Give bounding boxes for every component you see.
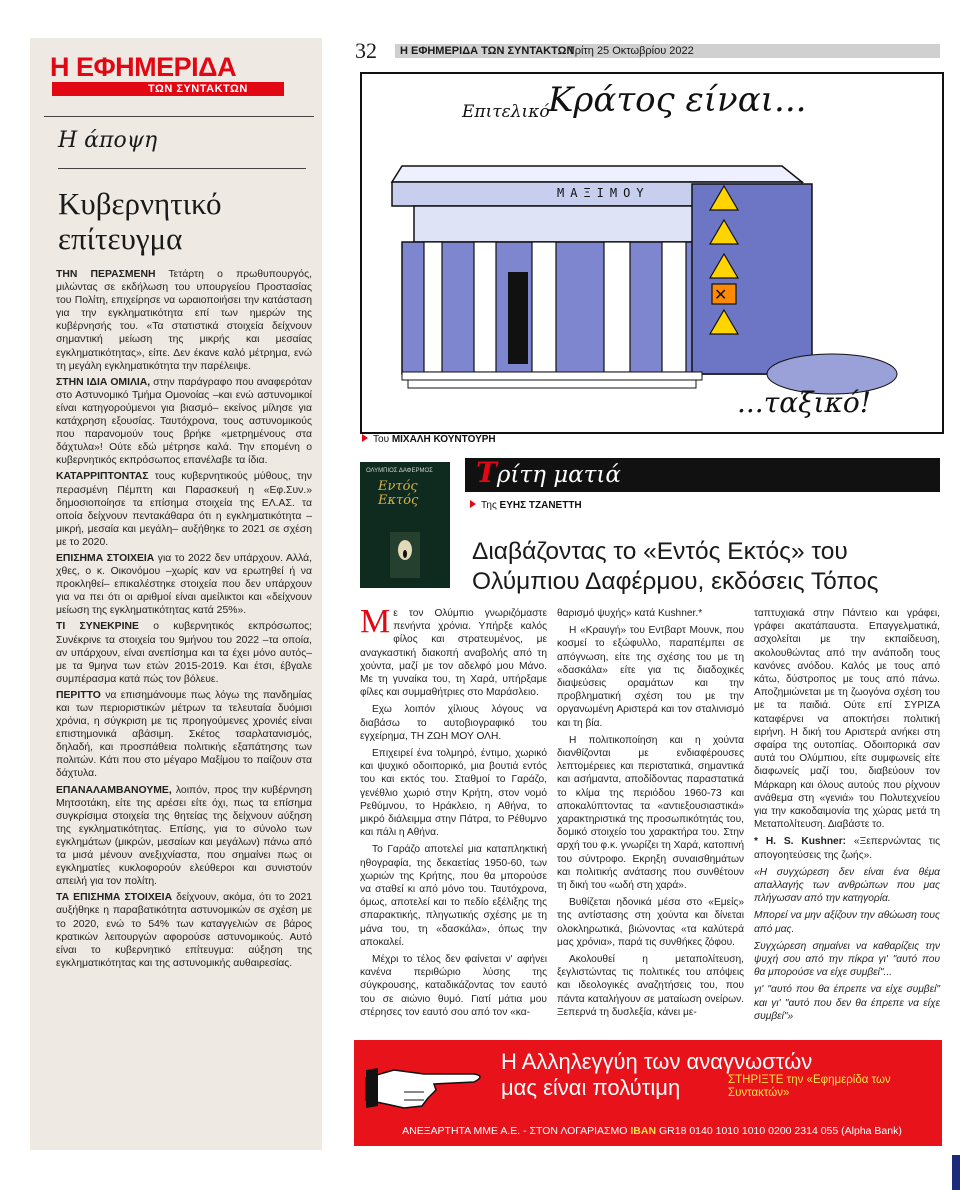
paragraph-lead: ΕΠΙΣΗΜΑ ΣΤΟΙΧΕΙΑ [56, 552, 155, 564]
header-paper-name: Η ΕΦΗΜΕΡΙΔΑ ΤΩΝ ΣΥΝΤΑΚΤΩΝ [400, 45, 575, 57]
book-author: ΟΛΥΜΠΙΟΣ ΔΑΦΕΡΜΟΣ [366, 468, 433, 474]
opinion-paragraph [56, 620, 312, 685]
opinion-paragraph [56, 784, 312, 889]
paragraph-lead: ΚΑΤΑΡΡΙΠΤΟΝΤΑΣ [56, 471, 149, 483]
paragraph-text: δείχνουν, ακόμα, ότι το 2021 αυξήθηκε η παραβατικότητα αστυνομικών σε σχέση με το 2020, ενώ το 54% των καταγγελιών σε βάρος κρατικών λειτουργών αφορούσε αστυνομικούς. Αυτό είναι το κυβερνητικό επίτευγμα: αύξηση της εγκληματικότητας και της αστυνομικής αυθαιρεσίας. [56, 892, 313, 969]
ad-headline-2: μας είναι πολύτιμη [501, 1075, 681, 1100]
cartoon [360, 72, 944, 434]
pointing-hand-icon [364, 1056, 494, 1116]
cartoon-caption-small: Επιτελικό [462, 102, 550, 122]
column-author: Της ΕΥΗΣ ΤΖΑΝΕΤΤΗ [470, 500, 582, 511]
cartoon-building-sign: ΜΑΞΙΜΟΥ [557, 186, 650, 200]
ad-cta[interactable]: ΣΤΗΡΙΞΤΕ την «Εφημερίδα των Συντακτών» [728, 1074, 891, 1099]
cartoon-punchline: ...ταξικό! [737, 386, 871, 419]
article-column-2: θαρισμό ψυχής» κατά Kushner.* Η «Κραυγή» του Εντβαρτ Μουνκ, που κοσμεί το εξώφυλλο, παραπέμπει σε απόγνωση, είτε της σχέσης του με τη «δασκάλα» είτε για τις διαδοχικές διαψεύσεις οραμάτων και την προβληματική σχέση του με την οργανωμένη Αριστερά και τον σταλινισμό και τη βία. Η πολιτικοποίηση και η χούντα διανθίζονται με ενδιαφέρουσες λεπτομέρειες και περιστατικά, σημαντικά και ασήμαντα, αποδίδοντας παραστατικά το κλίμα της περιόδου 1960-73 και αποκαλύπτοντας τα «αντιεξουσιαστικά» χαρακτηριστικά της προσωπικότητάς του, δομικό στοιχείο του χαρακτήρα του. Στην αρχή του φ.κ. γνωρίζει τη Χαρά, κατοπινή του σύντροφο. Εκρηξη συναισθημάτων και πολιτικής ανάτασης που συνθέτουν τη δική του «ωδή στη χαρά». Βυθίζεται ηδονικά μέσα στο «Εμείς» της αντίστασης στη χούντα και δίνεται ολοκληρωτικά, βιώνοντας «τα καλύτερά μας χρόνια», παρά τις συνθήκες ζόφου. Ακολουθεί η μεταπολίτευση, ξεγλιστώντας τις πολιτικές του απόψεις και ιδεολογικές αναζητήσεις του, που πάντα καταλήγουν σε ματαίωση ονείρων. Ξεπερνά τη δυσλεξία, κάνει με- [557, 608, 744, 1018]
paragraph-lead: ΤΗΝ ΠΕΡΑΣΜΕΝΗ [56, 269, 156, 280]
ad-iban: ΑΝΕΞΑΡΤΗΤΑ ΜΜΕ Α.Ε. - ΣΤΟΝ ΛΟΓΑΡΙΑΣΜΟ IBAN GR18 0140 1010 1010 0200 2314 055 (Alpha Bank) [402, 1125, 902, 1137]
column-label: Τρίτη ματιά [476, 456, 621, 489]
opinion-title: Κυβερνητικό επίτευγμα [58, 186, 222, 256]
scream-image-icon [390, 532, 420, 578]
edge-tab [952, 1155, 960, 1190]
cartoon-caption-big: Κράτος είναι... [548, 80, 807, 120]
paragraph-lead: ΤΑ ΕΠΙΣΗΜΑ ΣΤΟΙΧΕΙΑ [56, 892, 173, 904]
section-title: Η άποψη [58, 128, 158, 153]
opinion-column [30, 38, 322, 1150]
paragraph-text: για το 2022 δεν υπάρχουν. Αλλά, χθες, ο κ. Οικονόμου –χωρίς καν να ερωτηθεί ή να προκληθεί– επικαλέστηκε στοιχεία που δεν υπάρχουν για να πει ότι οι αριθμοί είναι αμείλικτοι και «δείχνουν μείωση της εγκληματικότητας κατά 25%». [56, 552, 312, 617]
paragraph-lead: ΕΠΑΝΑΛΑΜΒΑΝΟΥΜΕ, [56, 784, 172, 796]
drop-cap: Μ [360, 603, 391, 640]
paragraph-lead: ΤΙ ΣΥΝΕΚΡΙΝΕ [56, 621, 139, 633]
paragraph-text: τους κυβερνητικούς μύθους, την περασμένη Πέμπτη και Παρασκευή η «Εφ.Συν.» δημοσιοποίησε τα επίσημα στοιχεία της ΕΛ.ΑΣ. τα οποία δείχνουν πεντακάθαρα ότι η εγκληματικότητα –μικρή, μεσαία και μεγάλη– αυξήθηκε το 2021 σε σχέση με το 2020. [56, 471, 312, 548]
triangle-icon [470, 500, 476, 508]
svg-text:✕: ✕ [714, 285, 728, 304]
brand-subtitle: ΤΩΝ ΣΥΝΤΑΚΤΩΝ [148, 83, 248, 95]
opinion-paragraph [56, 470, 312, 549]
divider [58, 168, 306, 169]
paragraph-text: να επισημάνουμε πως λόγω της πανδημίας και των περιοριστικών μέτρων τα τελευταία δυόμισι χρόνια, η σύγκριση με τις προηγούμενες χρονιές είναι επιστημονικά αβάσιμη. Σκέτος τσαρλατανισμός, δηλαδή, και προσπάθεια πολιτικής εξαπάτησης των πολιτών. Κάτι που στο μέγαρο Μαξίμου το παίζουν στα δάχτυλα. [56, 689, 312, 780]
opinion-body [56, 268, 312, 973]
header-date: Τρίτη 25 Οκτωβρίου 2022 [568, 45, 694, 57]
book-cover [360, 462, 450, 588]
divider [44, 116, 314, 117]
book-title: Εντός Εκτός [378, 479, 419, 508]
paragraph-text: Τετάρτη ο πρωθυπουργός, μιλώντας σε εκδήλωση του υπουργείου Προστασίας του Πολίτη, επιχείρησε να ωραιοποιήσει την κατάσταση για την εγκληματικότητα επί των ημερών της κυβέρνησής του. «Τα στατιστικά στοιχεία δείχνουν σημαντική μείωση της μικρής και μεσαίας εγκληματικότητας», είπε. Δεν έκανε καλό μέτρημα, ενώ τη μεγάλη εγκληματικότητα την παρέλειψε. [56, 269, 312, 372]
paragraph-text: ο κυβερνητικός εκπρόσωπος; Συνέκρινε τα στοιχεία του 9μήνου του 2022 –τα οποία, αν υπάρχουν, είναι ανεπίσημα και τα έχει μόνο αυτός– με τα 9μηνα των ετών 2015-2019. Και έτσι, έβγαλε συμπέρασμα κατά πώς τον βόλευε. [56, 621, 312, 685]
opinion-paragraph [56, 891, 312, 970]
article-title: Διαβάζοντας το «Εντός Εκτός» του Ολύμπιου Δαφέρμου, εκδόσεις Τόπος [472, 538, 879, 595]
opinion-paragraph [56, 689, 312, 781]
cartoon-drawing [362, 74, 942, 432]
paragraph-text: λοιπόν, προς την κυβέρνηση Μητσοτάκη, είτε της αρέσει είτε όχι, πως τα επίσημα συγκρίσιμα στοιχεία της θητείας της δείχνουν αύξηση της εγκληματικότητας. Επίσης, για το σύνολο των εγκλημάτων (μικρών, μεσαίων και μεγάλων) πάνω από τα μισά μένουν ανεξιχνίαστα, που σημαίνει πως οι εγκληματίες κυκλοφορούν ελεύθεροι και συνιστούν απειλή για τον πολίτη. [56, 784, 312, 888]
ad-headline-1: Η Αλληλεγγύη των αναγνωστών [501, 1049, 813, 1074]
paragraph-lead: ΠΕΡΙΤΤΟ [56, 689, 101, 701]
opinion-paragraph [56, 552, 312, 617]
cartoon-credit: Του ΜΙΧΑΛΗ ΚΟΥΝΤΟΥΡΗ [362, 434, 496, 445]
triangle-icon [362, 434, 368, 442]
article-column-1: Με τον Ολύμπιο γνωριζόμαστε πενήντα χρόνια. Υπήρξε καλός φίλος και στρατευμένος, με αναγκαστική διακοπή αναβολής από τη χούντα, μαζί με τον αδελφό μου Μάνο. Με τη γυναίκα του, τη Χαρά, υπήρξαμε φίλες και συμμαθήτριες στο Μαράσλειο. Εχω λοιπόν χίλιους λόγους να διαβάσω το αυτοβιογραφικό του εγχείρημα, ΤΗ ΖΩΗ ΜΟΥ ΟΛΗ. Επιχειρεί ένα τολμηρό, έντιμο, χωρικό και ψυχικό οδοιπορικό, μια βουτιά εντός του και εκτός του. Σταθμοί το Γαράζο, γενέθλιο χωριό στην Κρήτη, στον νομό Ρεθύμνου, το Ηράκλειο, η Αθήνα, το μικρό διάλειμμα στην Πάτρα, το Ρέθυμνο και πάλι η Αθήνα. Το Γαράζο αποτελεί μια καταπληκτική ηθογραφία, της δεκαετίας 1950-60, των χωριών της Κρήτης, που θα μπορούσε να σταθεί κι από μόνο του. Ταυτόχρονα, όμως, αποτελεί και το πεδίο εξέλιξης της σπαρακτικής, πληγωτικής σχέσης με τη μάνα του, τη «δασκάλα», όπως την αποκαλεί. Μέχρι το τέλος δεν φαίνεται ν' αφήνει κανένα περιθώριο λύσης της σύγκρουσης, καταδικάζοντας τον εαυτό του σε αιώνιο θυμό. Γιατί μάτια μου στέρησες τον εαυτό σου από τον «κα- [360, 603, 547, 1018]
article-column-3: ταπτυχιακά στην Πάντειο και γράφει, γράφει ακατάπαυστα. Επαγγελματικά, ασχολείται με την εκπαίδευση, ακολουθώντας από την ανάποδη τους κανόνες ανόδου. Καλός με τους από κάτω, δύστροπος με τους από πάνω. Αποζημιώνεται με τη ζωογόνα σχέση του με τα παιδιά. Ούτε επί ΣΥΡΙΖΑ καταφέρνει να αποκτήσει πολιτική ειρήνη. Η δική του Αριστερά ανήκει στη σφαίρα της ουτοπίας. Οδοιπορικά σαν αυτά του Ολύμπιου, είτε συμφωνείς είτε διαφωνείς μαζί του, διαβεύουν τον Μάρκαρη και όλους αυτούς που ρίχνουν ανάθεμα στη «γενιά» του Πολυτεχνείου για την κακοδαιμονία της χώρας μετά τη Μεταπολίτευση. Διαβάστε το. * H. S. Kushner: «Ξεπερνώντας τις απογοητεύσεις της ζωής». «Η συγχώρεση δεν είναι ένα θέμα απαλλαγής των ανθρώπων που μας πλήγωσαν από την κατηγορία. Μπορεί να μην αξίζουν την αθώωση τους από μας. Συγχώρεση σημαίνει να καθαρίζεις την ψυχή σου από την πίκρα γι' "αυτό που θα μπορούσε να είχε συμβεί"... γι' "αυτό που θα έπρεπε να είχε συμβεί" και γι' "αυτό που δεν θα έπρεπε να είχε συμβεί"» [754, 608, 941, 1022]
opinion-paragraph [56, 268, 312, 373]
brand-logo: Η ΕΦΗΜΕΡΙΔΑ [50, 52, 237, 82]
opinion-paragraph [56, 376, 312, 468]
paragraph-text: στην παράγραφο που αναφερόταν στο Αστυνομικό Τμήμα Ομονοίας –και ενώ αστυνομικοί είναι κατηγορούμενοι για βιασμό– εκείνος μίλησε για κατάχρηση εξουσίας. Ταυτόχρονα, τους αστυνομικούς που παρανομούν τους βρήκε «μετρημένους στα δάχτυλα»! Ούτε εδώ μέτρησε καλά. Την επομένη ο κυβερνητικός εκπρόσωπος επανέλαβε τα ίδια. [56, 376, 312, 467]
paragraph-lead: ΣΤΗΝ ΙΔΙΑ ΟΜΙΛΙΑ, [56, 376, 151, 388]
page-number: 32 [355, 38, 377, 63]
